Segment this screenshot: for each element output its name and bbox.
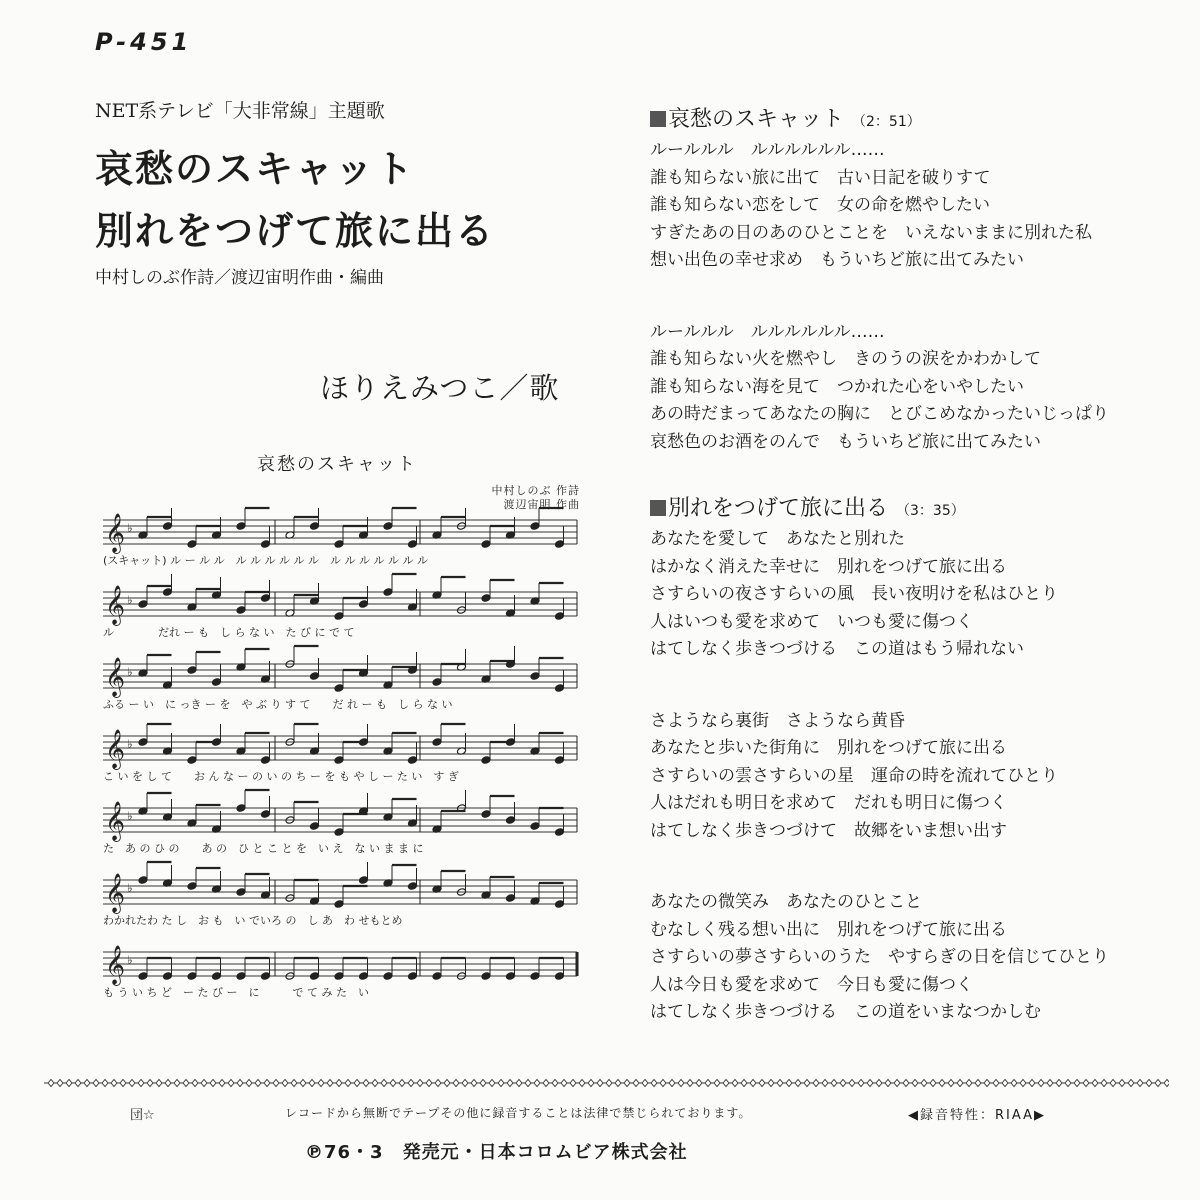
verse	[650, 137, 1190, 275]
lyric-line: 誰も知らない恋をして 女の命を燃やしたい	[650, 195, 990, 215]
song-heading	[650, 103, 1190, 137]
square-bullet-icon	[650, 111, 666, 127]
staff-row	[103, 862, 577, 927]
songwriter-credits: 中村しのぶ作詩／渡辺宙明作曲・編曲	[95, 268, 384, 288]
lyric-line: 人は今日も愛を求めて 今日も愛に傷つく	[650, 974, 973, 995]
release-info: ℗76・3 発売元・日本コロムビア株式会社	[305, 1142, 688, 1163]
flat-sign-icon: ♭	[127, 593, 133, 607]
verse	[650, 526, 1190, 664]
lyric-line: ルールルル ルルルルルル……	[650, 140, 885, 160]
staff-row	[103, 574, 577, 639]
lyric-line: さすらいの雲さすらいの星 運命の時を流れてひとり	[650, 765, 1058, 786]
score-title: 哀愁のスキャット	[257, 454, 417, 475]
catalog-number: P-451	[95, 28, 193, 56]
flat-sign-icon: ♭	[127, 737, 133, 751]
square-bullet-icon	[650, 500, 666, 516]
lyric-line: すぎたあの日のあのひとことを いえないままに別れた私	[650, 222, 1092, 243]
lyric-line: むなしく残る想い出に 別れをつげて旅に出る	[650, 919, 1007, 940]
score-composer: 渡辺宙明 作曲	[503, 498, 580, 511]
song-block	[650, 492, 1190, 1027]
lyric-line: 誰も知らない火を燃やし きのうの涙をかわかして	[650, 349, 1041, 369]
lyric-line: 誰も知らない海を見て つかれた心をいやしたい	[650, 376, 1024, 397]
syllable-row: た あ の ひ の あ の ひ と こ と を い え な い ま ま に	[103, 842, 424, 855]
treble-clef-icon: 𝄞	[105, 873, 126, 913]
copyright-warning: レコードから無断でテープその他に録音することは法律で禁じられております。	[285, 1106, 752, 1120]
syllable-row: も う い ち ど ー た び ー に で て み た い	[103, 986, 369, 999]
song-duration: （3：35）	[896, 503, 965, 519]
treble-clef-icon: 𝄞	[105, 801, 126, 841]
title-side-b: 別れをつげて旅に出る	[95, 209, 496, 253]
song-heading	[650, 492, 1190, 526]
song-title: 別れをつげて旅に出る	[668, 496, 889, 521]
verse	[650, 708, 1190, 846]
staff-row	[103, 790, 577, 855]
flat-sign-icon: ♭	[127, 521, 133, 535]
lyric-line: あなたの微笑み あなたのひとこと	[650, 892, 922, 912]
song-block	[650, 103, 1190, 456]
syllable-row: ふる ー い に っき ー を や ぶ り す て だ れ ー も し ら な い	[103, 698, 453, 711]
lyric-line: 誰も知らない旅に出て 古い日記を破りすて	[650, 167, 991, 188]
lyric-line: はてしなく歩きつづけて 故郷をいま想い出す	[650, 820, 1007, 841]
staff-row	[103, 508, 577, 567]
lyric-line: あなたを愛して あなたと別れた	[650, 529, 905, 549]
syllable-row: こ い を し て お ん な ー の い の ち ー を も や し ー た い す ぎ	[103, 770, 459, 783]
song-title: 哀愁のスキャット	[668, 107, 845, 132]
lyric-line: 想い出色の幸せ求め もういちど旅に出てみたい	[650, 250, 1024, 270]
lyric-line: あなたと歩いた街角に 別れをつげて旅に出る	[650, 738, 1007, 758]
lyric-line: はてしなく歩きつづける この道をいまなつかしむ	[650, 1002, 1041, 1022]
certification-mark: 団☆	[130, 1108, 155, 1123]
lyric-line: さすらいの夜さすらいの風 長い夜明けを私はひとり	[650, 584, 1058, 604]
verse	[650, 889, 1190, 1027]
lyric-line: ルールルル ルルルルルル……	[650, 321, 885, 342]
lyric-line: 哀愁色のお酒をのんで もういちど旅に出てみたい	[650, 431, 1041, 452]
treble-clef-icon: 𝄞	[105, 729, 126, 769]
staff-row	[103, 646, 577, 711]
lyric-line: あの時だまってあなたの胸に とびこめなかったいじっぱり	[650, 404, 1109, 424]
score-lyricist: 中村しのぶ 作詩	[491, 484, 580, 497]
song-duration: （2：51）	[852, 114, 921, 130]
sheet-music-staves	[95, 440, 590, 1015]
treble-clef-icon: 𝄞	[105, 657, 126, 697]
staff-row	[103, 724, 577, 783]
verse	[650, 319, 1190, 457]
lyric-line: 人はだれも明日を求めて だれも明日に傷つく	[650, 793, 1007, 813]
treble-clef-icon: 𝄞	[105, 585, 126, 625]
flat-sign-icon: ♭	[127, 665, 133, 679]
recording-characteristic: ◀録音特性：RIAA▶	[908, 1108, 1047, 1123]
lyric-line: さようなら裏街 さようなら黄昏	[650, 710, 905, 731]
flat-sign-icon: ♭	[127, 881, 133, 895]
tv-tie-in-caption: NET系テレビ「大非常線」主題歌	[95, 100, 385, 122]
flat-sign-icon: ♭	[127, 809, 133, 823]
syllable-row: わかれたわ た し お も い でいろ の し あ わ せもとめ	[103, 914, 403, 927]
treble-clef-icon: 𝄞	[105, 513, 126, 553]
syllable-row: ル だれ ー も し ら な い た び に で て	[103, 626, 355, 639]
staff-row	[103, 945, 577, 999]
title-side-a: 哀愁のスキャット	[95, 147, 416, 191]
lyric-line: さすらいの夢さすらいのうた やすらぎの日を信じてひとり	[650, 947, 1109, 967]
lyric-line: はかなく消えた幸せに 別れをつげて旅に出る	[650, 556, 1007, 577]
ornamental-divider	[44, 1076, 1169, 1090]
syllable-row: (スキャット) ル ー ル ル ル ル ル ル ル ル ル ル ル ル ル ル ル	[103, 554, 429, 567]
singer-credit: ほりえみつこ／歌	[320, 371, 560, 405]
lyrics-section	[650, 103, 1190, 1071]
sheet-music	[95, 440, 590, 1015]
flat-sign-icon: ♭	[127, 953, 133, 967]
lyric-line: はてしなく歩きつづける この道はもう帰れない	[650, 639, 1024, 659]
treble-clef-icon: 𝄞	[105, 945, 126, 985]
lyric-line: 人はいつも愛を求めて いつも愛に傷つく	[650, 611, 973, 632]
